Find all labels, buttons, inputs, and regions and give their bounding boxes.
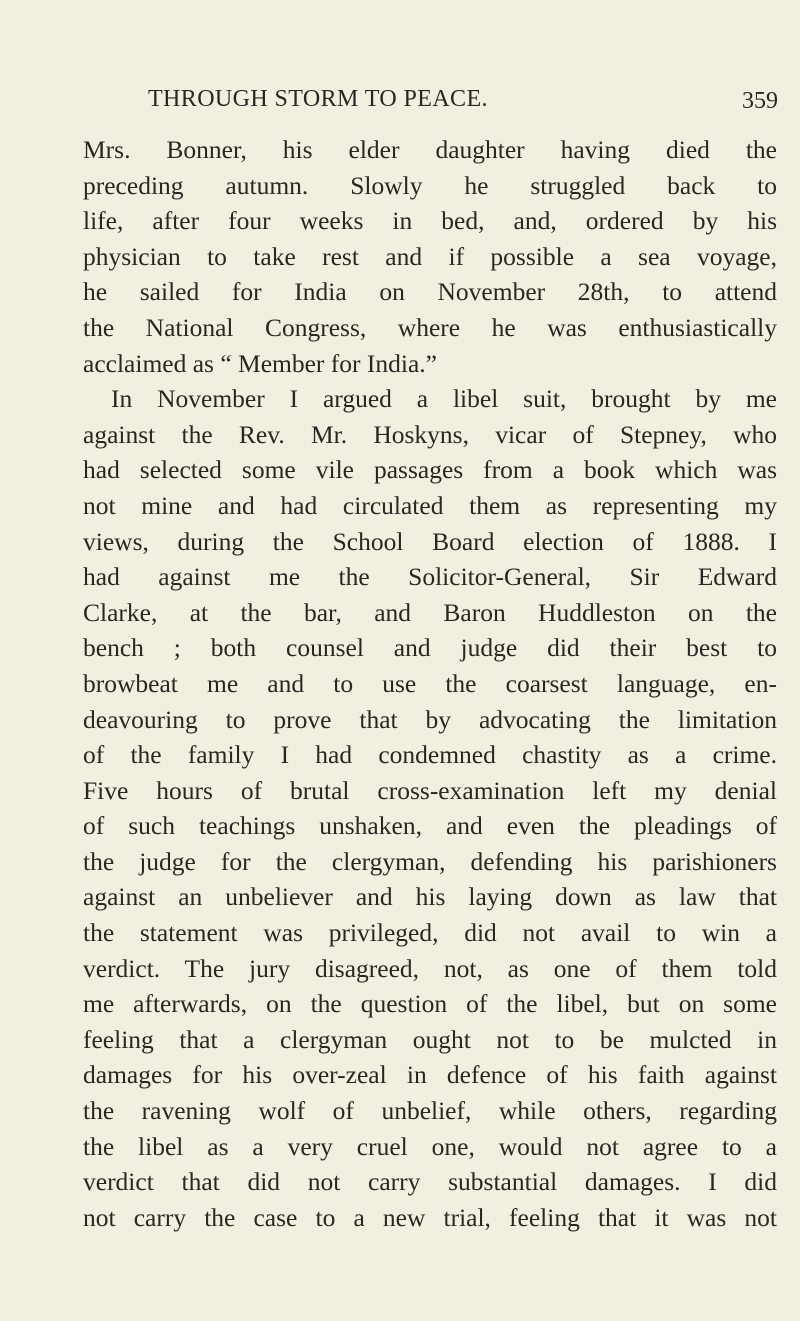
text-line: of such teachings unshaken, and even the pleadings of	[83, 811, 777, 841]
text-line: not carry the case to a new trial, feeling that it was not	[83, 1202, 777, 1232]
text-line: life, after four weeks in bed, and, ordered by his	[83, 206, 777, 236]
text-line: Five hours of brutal cross-examination left my denial	[83, 775, 777, 805]
text-line: not mine and had circulated them as representing my	[83, 490, 777, 520]
text-line: verdict that did not carry substantial damages. I did	[83, 1167, 777, 1197]
text-line: the judge for the clergyman, defending his parishioners	[83, 846, 777, 876]
text-line: the ravening wolf of unbelief, while others, regarding	[83, 1096, 777, 1126]
text-line: Mrs. Bonner, his elder daughter having died the	[83, 135, 777, 164]
text-line: against the Rev. Mr. Hoskyns, vicar of Stepney, who	[83, 419, 777, 449]
body-text	[83, 132, 777, 1235]
paragraph-end-line: acclaimed as “ Member for India.”	[83, 348, 437, 378]
text-line: the National Congress, where he was enthusiastically	[83, 312, 777, 342]
text-line: the libel as a very cruel one, would not agree to a	[83, 1131, 777, 1161]
text-line: preceding autumn. Slowly he struggled back to	[83, 170, 777, 200]
text-line: browbeat me and to use the coarsest language, en-	[83, 668, 777, 698]
text-line: deavouring to prove that by advocating the limitation	[83, 704, 777, 734]
running-head	[148, 86, 778, 116]
text-line: verdict. The jury disagreed, not, as one of them told	[83, 953, 777, 983]
text-line: he sailed for India on November 28th, to attend	[83, 277, 777, 307]
text-line: the statement was privileged, did not avail to win a	[83, 918, 777, 948]
page-number: 359	[742, 88, 778, 114]
running-title: THROUGH STORM TO PEACE.	[148, 86, 488, 112]
text-line: bench ; both counsel and judge did their best to	[83, 633, 777, 663]
text-line: views, during the School Board election of 1888. I	[83, 526, 777, 556]
text-line: feeling that a clergyman ought not to be mulcted in	[83, 1024, 777, 1054]
text-line: me afterwards, on the question of the libel, but on some	[83, 989, 777, 1019]
text-line: of the family I had condemned chastity as a crime.	[83, 740, 777, 770]
text-line: Clarke, at the bar, and Baron Huddleston on the	[83, 597, 777, 627]
text-line: against an unbeliever and his laying down as law that	[83, 882, 777, 912]
paragraph-start-line: In November I argued a libel suit, brought by me	[111, 384, 777, 414]
text-line: physician to take rest and if possible a sea voyage,	[83, 241, 777, 271]
text-line: had selected some vile passages from a book which was	[83, 455, 777, 485]
text-line: had against me the Solicitor-General, Sir Edward	[83, 562, 777, 592]
text-line: damages for his over-zeal in defence of his faith against	[83, 1060, 777, 1090]
